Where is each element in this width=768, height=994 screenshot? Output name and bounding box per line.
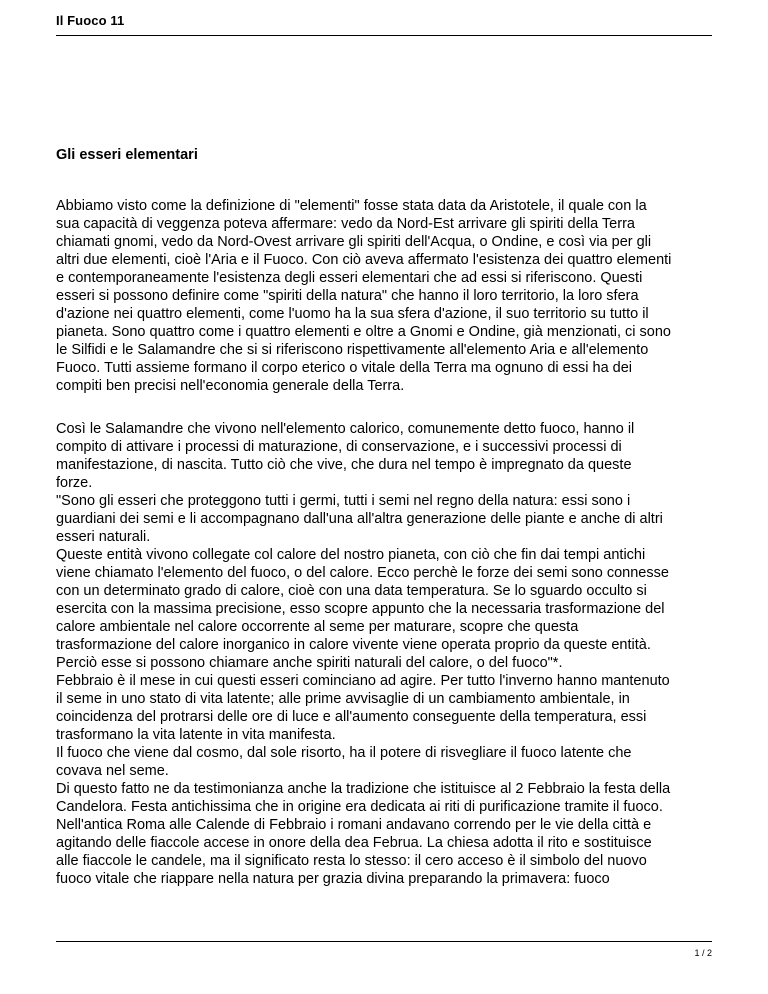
text-line: fuoco vitale che riappare nella natura per grazia divina preparando la primavera: fuoco bbox=[56, 871, 610, 887]
text-line: Perciò esse si possono chiamare anche spiriti naturali del calore, o del fuoco"*. bbox=[56, 655, 563, 671]
text-line: agitando delle fiaccole accese in onore della dea Februa. La chiesa adotta il rito e sostituisce bbox=[56, 835, 652, 851]
body-paragraph-1 bbox=[56, 197, 716, 395]
text-line: compito di attivare i processi di maturazione, di conservazione, e i successivi processi di bbox=[56, 439, 622, 455]
text-line: manifestazione, di nascita. Tutto ciò che vive, che dura nel tempo è impregnato da queste bbox=[56, 457, 632, 473]
text-line: Il fuoco che viene dal cosmo, dal sole risorto, ha il potere di risvegliare il fuoco latente che bbox=[56, 745, 632, 761]
text-line: Fuoco. Tutti assieme formano il corpo eterico o vitale della Terra ma ognuno di essi ha dei bbox=[56, 360, 633, 376]
text-line: esseri naturali. bbox=[56, 529, 151, 545]
text-line: Così le Salamandre che vivono nell'elemento calorico, comunemente detto fuoco, hanno il bbox=[56, 421, 635, 437]
text-line: il seme in uno stato di vita latente; alle prime avvisaglie di un cambiamento ambientale, in bbox=[56, 691, 630, 707]
text-line: Febbraio è il mese in cui questi esseri cominciano ad agire. Per tutto l'inverno hanno mantenuto bbox=[56, 673, 670, 689]
text-line: esercita con la massima precisione, esso scopre appunto che la necessaria trasformazione del bbox=[56, 601, 665, 617]
body-paragraph-2 bbox=[56, 420, 716, 888]
text-line: sua capacità di veggenza poteva affermare: vedo da Nord-Est arrivare gli spiriti della Terra bbox=[56, 216, 635, 232]
page-number: 1 / 2 bbox=[694, 948, 712, 958]
text-line: viene chiamato l'elemento del fuoco, o del calore. Ecco perchè le forze dei semi sono connesse bbox=[56, 565, 669, 581]
text-line: Nell'antica Roma alle Calende di Febbraio i romani andavano correndo per le vie della città e bbox=[56, 817, 652, 833]
text-line: calore ambientale nel calore occorrente al seme per maturare, scopre che questa bbox=[56, 619, 579, 635]
text-line: Candelora. Festa antichissima che in origine era dedicata ai riti di purificazione tramite il fuoco. bbox=[56, 799, 663, 815]
text-line: con un determinato grado di calore, cioè con una data temperatura. Se lo sguardo occulto si bbox=[56, 583, 647, 599]
text-line: compiti ben precisi nell'economia generale della Terra. bbox=[56, 378, 405, 394]
text-line: d'azione nei quattro elementi, come l'uomo ha la sua sfera d'azione, il suo territorio su tutto il bbox=[56, 306, 649, 322]
text-line: Di questo fatto ne da testimonianza anche la tradizione che istituisce al 2 Febbraio la festa della bbox=[56, 781, 671, 797]
text-line: trasformano la vita latente in vita manifesta. bbox=[56, 727, 336, 743]
text-line: "Sono gli esseri che proteggono tutti i germi, tutti i semi nel regno della natura: essi sono i bbox=[56, 493, 631, 509]
text-line: trasformazione del calore inorganico in calore vivente viene operata proprio da queste entità. bbox=[56, 637, 651, 653]
text-line: le Silfidi e le Salamandre che si si riferiscono rispettivamente all'elemento Aria e all'elemento bbox=[56, 342, 649, 358]
text-line: e contemporaneamente l'esistenza degli esseri elementari che ad essi si riferiscono. Questi bbox=[56, 270, 643, 286]
text-line: chiamati gnomi, vedo da Nord-Ovest arrivare gli spiriti dell'Acqua, o Ondine, e così via per gli bbox=[56, 234, 652, 250]
text-line: alle fiaccole le candele, ma il significato resta lo stesso: il cero acceso è il simbolo del nuovo bbox=[56, 853, 647, 869]
text-line: covava nel seme. bbox=[56, 763, 169, 779]
text-line: coincidenza del protrarsi delle ore di luce e all'aumento conseguente della temperatura, essi bbox=[56, 709, 647, 725]
running-header: Il Fuoco 11 bbox=[56, 13, 125, 28]
text-line: Abbiamo visto come la definizione di "elementi" fosse stata data da Aristotele, il quale con la bbox=[56, 198, 647, 214]
text-line: esseri si possono definire come "spiriti della natura" che hanno il loro territorio, la loro sfera bbox=[56, 288, 639, 304]
text-line: forze. bbox=[56, 475, 93, 491]
header-divider bbox=[56, 35, 712, 36]
text-line: pianeta. Sono quattro come i quattro elementi e oltre a Gnomi e Ondine, già menzionati, ci sono bbox=[56, 324, 671, 340]
text-line: Queste entità vivono collegate col calore del nostro pianeta, con ciò che fin dai tempi antichi bbox=[56, 547, 646, 563]
section-title: Gli esseri elementari bbox=[56, 147, 198, 163]
footer-divider bbox=[56, 941, 712, 942]
text-line: altri due elementi, cioè l'Aria e il Fuoco. Con ciò aveva affermato l'esistenza dei quattro elementi bbox=[56, 252, 672, 268]
text-line: guardiani dei semi e li accompagnano dall'una all'altra generazione delle piante e anche di altri bbox=[56, 511, 663, 527]
